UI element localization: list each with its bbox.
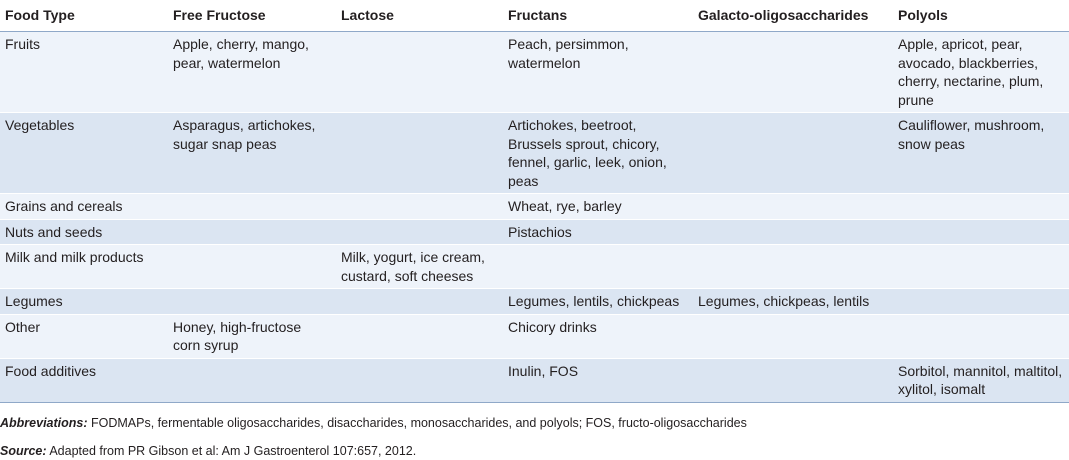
table-cell: Wheat, rye, barley xyxy=(503,194,693,220)
table-cell: Legumes, lentils, chickpeas xyxy=(503,289,693,315)
column-header: Free Fructose xyxy=(168,0,336,32)
header-row xyxy=(0,0,1069,32)
table-cell: Cauliflower, mushroom, snow peas xyxy=(893,113,1069,194)
column-header: Fructans xyxy=(503,0,693,32)
food-type-cell: Nuts and seeds xyxy=(0,219,168,245)
food-type-cell: Vegetables xyxy=(0,113,168,194)
table-row xyxy=(0,113,1069,194)
table-cell xyxy=(893,289,1069,315)
column-header: Lactose xyxy=(336,0,503,32)
table-cell xyxy=(168,245,336,289)
abbreviations-note xyxy=(0,415,747,431)
food-type-cell: Legumes xyxy=(0,289,168,315)
table-cell xyxy=(693,219,893,245)
column-header: Galacto-oligosaccharides xyxy=(693,0,893,32)
table-cell: Sorbitol, mannitol, maltitol, xylitol, isomalt xyxy=(893,358,1069,402)
table-cell: Artichokes, beetroot, Brussels sprout, chicory, fennel, garlic, leek, onion, peas xyxy=(503,113,693,194)
table-cell: Apple, cherry, mango, pear, watermelon xyxy=(168,32,336,113)
source-label: Source: xyxy=(0,444,47,458)
food-type-cell: Grains and cereals xyxy=(0,194,168,220)
table-cell xyxy=(336,32,503,113)
table-cell xyxy=(893,194,1069,220)
food-type-cell: Milk and milk products xyxy=(0,245,168,289)
table-cell xyxy=(893,314,1069,358)
source-text: Adapted from PR Gibson et al: Am J Gastroenterol 107:657, 2012. xyxy=(46,444,417,458)
column-header: Food Type xyxy=(0,0,168,32)
source-note xyxy=(0,443,416,459)
table-cell xyxy=(503,245,693,289)
table-cell xyxy=(168,289,336,315)
table-cell xyxy=(693,194,893,220)
food-type-cell: Fruits xyxy=(0,32,168,113)
table-row xyxy=(0,358,1069,402)
table-body xyxy=(0,32,1069,403)
table-row xyxy=(0,245,1069,289)
table-row xyxy=(0,314,1069,358)
table-cell xyxy=(336,314,503,358)
table-cell xyxy=(168,219,336,245)
table-header xyxy=(0,0,1069,32)
table-row xyxy=(0,219,1069,245)
table-cell: Asparagus, artichokes, sugar snap peas xyxy=(168,113,336,194)
table-cell: Chicory drinks xyxy=(503,314,693,358)
table-cell xyxy=(336,194,503,220)
abbreviations-label: Abbreviations: xyxy=(0,416,88,430)
table-row xyxy=(0,194,1069,220)
table-cell xyxy=(336,289,503,315)
table-cell xyxy=(693,358,893,402)
table-cell xyxy=(168,358,336,402)
table-cell xyxy=(693,113,893,194)
table-cell: Honey, high-fructose corn syrup xyxy=(168,314,336,358)
table-cell: Apple, apricot, pear, avocado, blackberries, cherry, nectarine, plum, prune xyxy=(893,32,1069,113)
table-cell: Pistachios xyxy=(503,219,693,245)
table-cell: Legumes, chickpeas, lentils xyxy=(693,289,893,315)
table-cell: Inulin, FOS xyxy=(503,358,693,402)
food-type-cell: Food additives xyxy=(0,358,168,402)
abbreviations-text: FODMAPs, fermentable oligosaccharides, disaccharides, monosaccharides, and polyols; FOS, fructo-oligosaccharides xyxy=(87,416,747,430)
table-cell xyxy=(693,32,893,113)
table-cell xyxy=(693,245,893,289)
table-cell: Milk, yogurt, ice cream, custard, soft cheeses xyxy=(336,245,503,289)
table-row xyxy=(0,289,1069,315)
table-cell: Peach, persimmon, watermelon xyxy=(503,32,693,113)
table-cell xyxy=(168,194,336,220)
table-cell xyxy=(336,358,503,402)
food-type-cell: Other xyxy=(0,314,168,358)
column-header: Polyols xyxy=(893,0,1069,32)
table-cell xyxy=(893,219,1069,245)
table-cell xyxy=(693,314,893,358)
table-cell xyxy=(336,219,503,245)
table-row xyxy=(0,32,1069,113)
table-cell xyxy=(336,113,503,194)
table-cell xyxy=(893,245,1069,289)
